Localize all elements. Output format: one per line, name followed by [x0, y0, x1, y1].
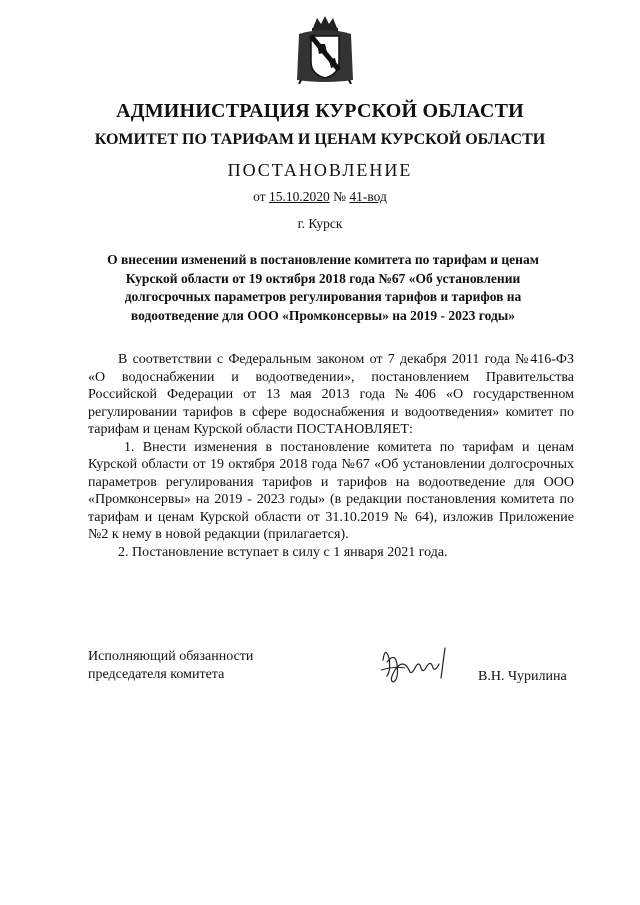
position-line-1: Исполняющий обязанности: [88, 649, 254, 664]
signatory-position: [88, 648, 253, 684]
position-line-2: председателя комитета: [88, 667, 225, 682]
city: г. Курск: [297, 216, 343, 231]
handwritten-signature-icon: [375, 640, 465, 688]
document-type: ПОСТАНОВЛЕНИЕ: [227, 160, 413, 180]
item-2-paragraph: 2. Постановление вступает в силу с 1 января 2021 года.: [118, 544, 448, 560]
signatory-name: В.Н. Чурилина: [478, 669, 567, 684]
intro-paragraph: В соответствии с Федеральным законом от 7 декабря 2011 года №416-ФЗ «О водоснабжении и водоотведении», постановлением Правительства Российской Федерации от 13 мая 2013 года №406 «О государственном регулировании тарифов в сфере водоснабжения и водоотведения» комитет по тарифам и ценам Курской области ПОСТАНОВЛЯЕТ:: [88, 352, 574, 437]
date-prefix: от: [253, 189, 266, 204]
document-body: [88, 351, 574, 561]
administration-heading: АДМИНИСТРАЦИЯ КУРСКОЙ ОБЛАСТИ: [116, 100, 524, 122]
number-prefix: №: [333, 189, 346, 204]
document-number: 41-вод: [349, 189, 387, 204]
date-number-line: [0, 189, 640, 205]
item-1-paragraph: 1. Внести изменения в постановление комитета по тарифам и ценам Курской области от 19 октября 2018 года №67 «Об установлении долгосрочных параметров регулирования тарифов и тарифов на водоотведение для ООО «Промконсервы» на 2019 - 2023 годы» (в редакции постановления комитета по тарифам и ценам Курской области от 31.10.2019 № 64), изложив Приложение №2 к нему в новой редакции (прилагается).: [88, 439, 574, 542]
committee-heading: КОМИТЕТ ПО ТАРИФАМ И ЦЕНАМ КУРСКОЙ ОБЛАСТИ: [94, 131, 546, 148]
coat-of-arms-icon: [295, 14, 355, 84]
document-title: О внесении изменений в постановление комитета по тарифам и ценам Курской области от 19 октября 2018 года №67 «Об установлении долгосрочных параметров регулирования тарифов и тарифов на водоотведение для ООО «Промконсервы» на 2019 - 2023 годы»: [107, 252, 539, 323]
document-date: 15.10.2020: [268, 189, 330, 204]
